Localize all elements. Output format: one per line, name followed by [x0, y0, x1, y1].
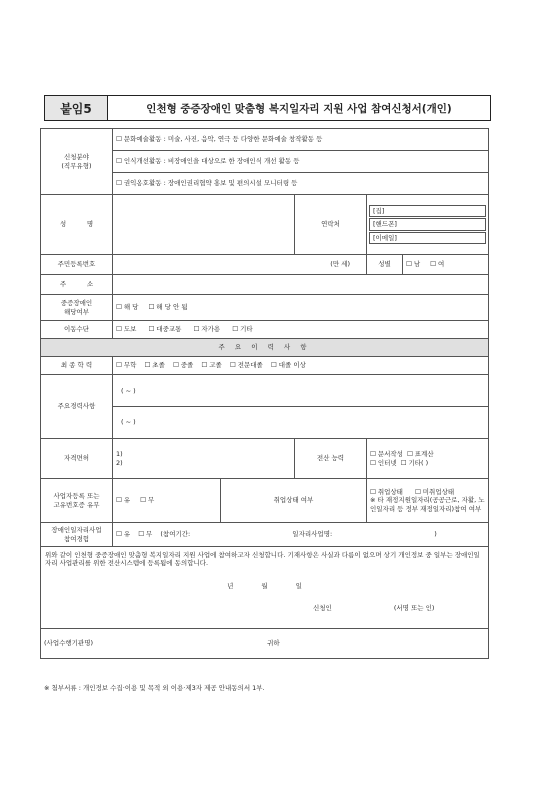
- gender-options[interactable]: ☐ 남☐ 여: [403, 255, 489, 275]
- transport-options[interactable]: ☐ 도보 ☐ 대중교통 ☐ 자가용 ☐ 기타: [113, 321, 489, 339]
- experience-label: 주요경력사항: [41, 375, 113, 439]
- consent-block: [41, 547, 489, 629]
- experience-range-2[interactable]: ( ~ ): [121, 417, 136, 426]
- address-label: 주 소: [41, 275, 113, 295]
- form-title: 인천형 중증장애인 맞춤형 복지일자리 지원 사업 참여신청서(개인): [146, 102, 452, 115]
- license-label: 자격면허: [41, 439, 113, 479]
- rrn-label: 주민등록번호: [41, 255, 113, 275]
- name-input[interactable]: [113, 195, 295, 255]
- computer-options[interactable]: ☐ 문서작성☐ 표계산 ☐ 인터넷☐ 기타( ): [367, 439, 489, 479]
- education-label: 최 종 학 력: [41, 357, 113, 375]
- gender-label: 성별: [367, 255, 403, 275]
- date-line[interactable]: 년 월 일: [227, 581, 302, 590]
- addressee: 귀하: [267, 639, 280, 648]
- attachment-tag: 붙임5: [45, 96, 108, 120]
- agency-name[interactable]: (사업수행기관명): [44, 639, 94, 648]
- field-option-advocacy[interactable]: ☐ 권익옹호활동 : 장애인권리협약 홍보 및 편의시설 모니터링 등: [113, 173, 489, 195]
- education-options[interactable]: ☐ 무학 ☐ 초졸 ☐ 중졸 ☐ 고졸 ☐ 전문대졸 ☐ 대졸 이상: [113, 357, 489, 375]
- severe-label: 중증장애인 해당여부: [41, 295, 113, 321]
- mobile-phone-field[interactable]: [핸드폰]: [369, 218, 486, 230]
- severe-options[interactable]: ☐ 해 당☐ 해 당 안 됨: [113, 295, 489, 321]
- contact-label: 연락처: [295, 195, 367, 255]
- email-field[interactable]: [이메일]: [369, 232, 486, 244]
- name-label: 성 명: [41, 195, 113, 255]
- contact-cell: [367, 195, 489, 255]
- form-header: [44, 95, 491, 121]
- employment-note: ※ 타 재정지원일자리(공공근로, 자활, 노인일자리 등 정부 재정일자리)참여 여부: [370, 496, 485, 513]
- home-phone-field[interactable]: [집]: [369, 205, 486, 217]
- computer-label: 전산 능력: [295, 439, 367, 479]
- license-input[interactable]: 1) 2): [113, 439, 295, 479]
- employment-options[interactable]: ☐ 취업상태☐ 미취업상태 ※ 타 재정지원일자리(공공근로, 자활, 노인일자리 등 정부 재정일자리)참여 여부: [367, 479, 489, 523]
- employment-label: 취업상태 여부: [221, 479, 367, 523]
- business-label: 사업자등록 또는 고유번호증 유무: [41, 479, 113, 523]
- field-option-culture[interactable]: ☐ 문화예술활동 : 미술, 사진, 음악, 연극 등 다양한 문화예술 창작활동 등: [113, 129, 489, 151]
- rrn-input[interactable]: (만 세): [113, 255, 367, 275]
- consent-statement: 위와 같이 인천형 중증장애인 맞춤형 복지일자리 지원 사업에 참여하고자 신청합니다. 기재사항은 사실과 다름이 없으며 상기 개인정보 중 일부는 장애인일자리 사업관리를 위한 전산시스템에 등록됨에 동의합니다.: [45, 551, 480, 568]
- transport-label: 이동수단: [41, 321, 113, 339]
- career-section-header: 주 요 이 력 사 항: [41, 339, 489, 357]
- attachment-note: ※ 첨부서류 : 개인정보 수집·이용 및 목적 외 이용·제3자 제공 안내동의서 1부.: [44, 684, 265, 692]
- past-options[interactable]: ☐ 유 ☐ 무 (참여기간: 일자리사업명: ): [113, 523, 489, 547]
- address-input[interactable]: [113, 275, 489, 295]
- agency-line: [41, 629, 489, 659]
- field-option-awareness[interactable]: ☐ 인식개선활동 : 비장애인을 대상으로 한 장애인식 개선 활동 등: [113, 151, 489, 173]
- experience-range-1[interactable]: ( ~ ): [113, 376, 488, 407]
- field-label: 신청분야 (직무유형): [41, 129, 113, 195]
- business-options[interactable]: ☐ 유☐ 무: [113, 479, 221, 523]
- past-label: 장애인일자리사업 참여경험: [41, 523, 113, 547]
- application-form: [40, 128, 489, 659]
- applicant-line[interactable]: 신청인 (서명 또는 인): [313, 604, 435, 613]
- experience-cell[interactable]: [113, 375, 489, 439]
